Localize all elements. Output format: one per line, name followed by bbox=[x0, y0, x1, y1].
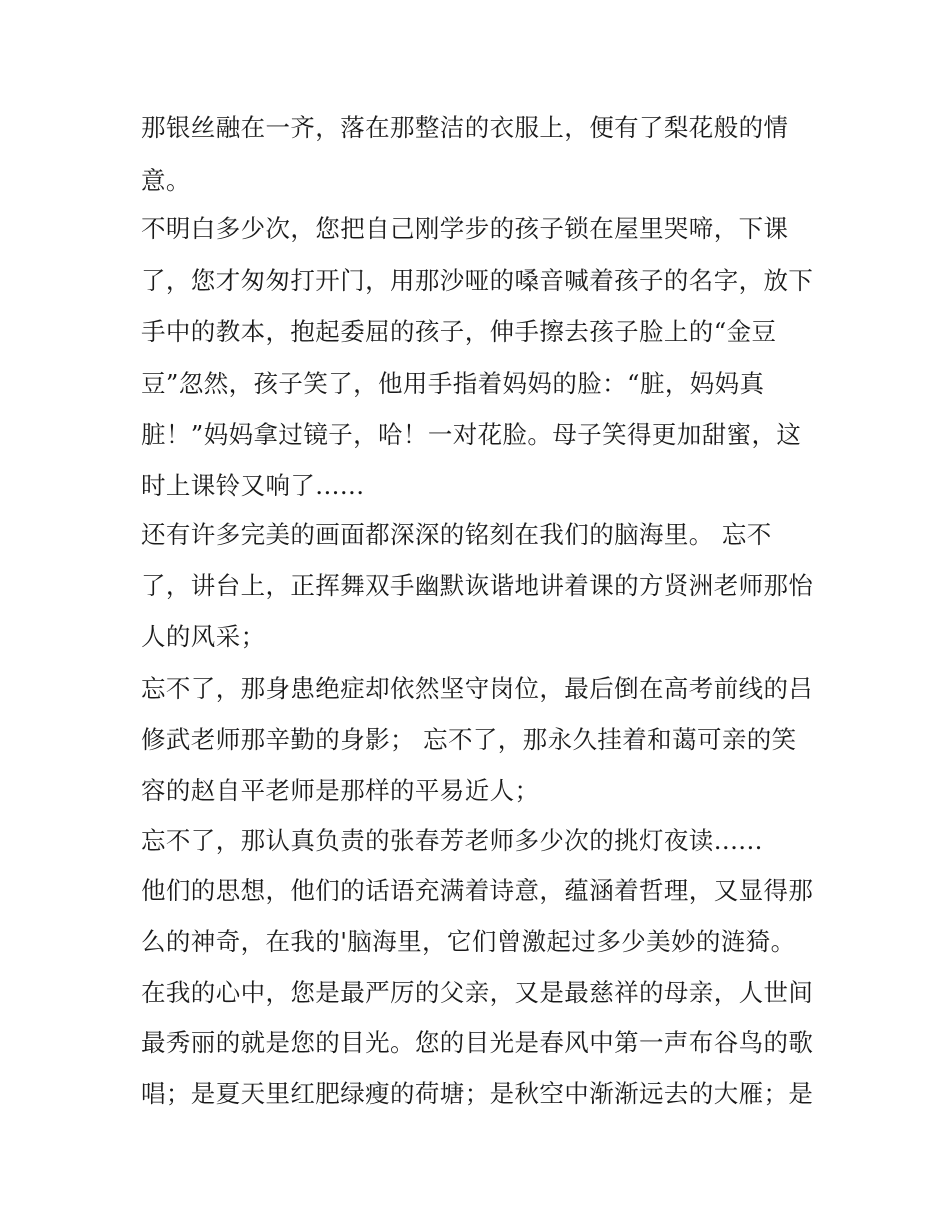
text-line: 脏！”妈妈拿过镜子，哈！一对花脸。母子笑得更加甜蜜，这 bbox=[141, 420, 802, 449]
text-line: 豆”忽然，孩子笑了，他用手指着妈妈的脸：“脏，妈妈真 bbox=[141, 369, 765, 398]
text-line: 时上课铃又响了...... bbox=[141, 471, 365, 500]
text-line: 忘不了，那认真负责的张春芳老师多少次的挑灯夜读...... bbox=[141, 826, 763, 855]
text-line: 了，您才匆匆打开门，用那沙哑的嗓音喊着孩子的名字，放下 bbox=[141, 266, 814, 295]
text-line: 还有许多完美的画面都深深的铭刻在我们的脑海里。 忘不 bbox=[141, 520, 772, 549]
text-line: 最秀丽的就是您的目光。您的目光是春风中第一声布谷鸟的歌 bbox=[141, 1028, 814, 1057]
text-line: 人的风采； bbox=[141, 622, 266, 651]
text-line: 了，讲台上，正挥舞双手幽默诙谐地讲着课的方贤洲老师那怡 bbox=[141, 571, 814, 600]
text-line: 意。 bbox=[141, 166, 191, 195]
text-line: 唱；是夏天里红肥绿瘦的荷塘；是秋空中渐渐远去的大雁；是 bbox=[141, 1079, 814, 1108]
text-line: 么的神奇，在我的'脑海里，它们曾激起过多少美妙的涟猗。 bbox=[141, 927, 796, 956]
text-line: 不明白多少次，您把自己刚学步的孩子锁在屋里哭啼，下课 bbox=[141, 214, 789, 243]
text-line: 修武老师那辛勤的身影； 忘不了，那永久挂着和蔼可亲的笑 bbox=[141, 725, 797, 754]
text-line: 那银丝融在一齐，落在那整洁的衣服上，便有了梨花般的情 bbox=[141, 113, 789, 142]
text-line: 忘不了，那身患绝症却依然坚守岗位，最后倒在高考前线的吕 bbox=[141, 674, 814, 703]
text-line: 在我的心中，您是最严厉的父亲，又是最慈祥的母亲，人世间 bbox=[141, 978, 814, 1007]
text-line: 手中的教本，抱起委屈的孩子，伸手擦去孩子脸上的“金豆 bbox=[141, 317, 777, 346]
text-line: 他们的思想，他们的话语充满着诗意，蕴涵着哲理，又显得那 bbox=[141, 876, 814, 905]
text-line: 容的赵自平老师是那样的平易近人； bbox=[141, 776, 540, 805]
